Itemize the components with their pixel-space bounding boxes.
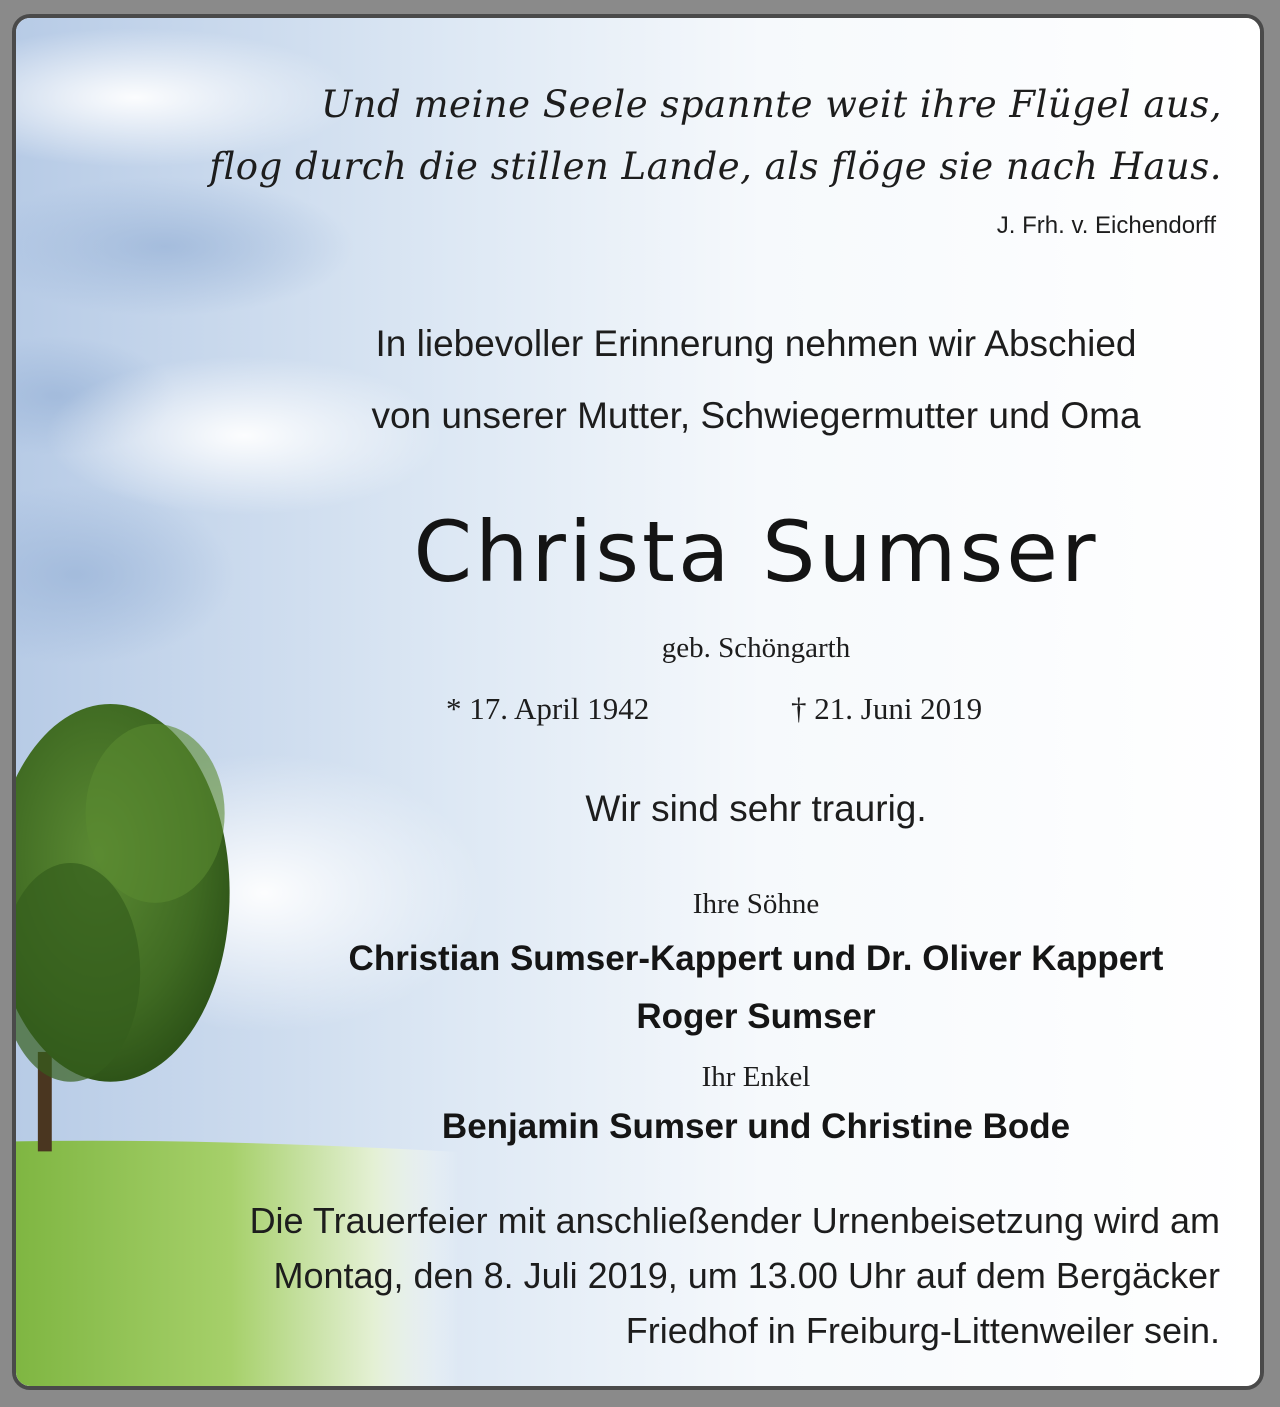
intro-line-1: In liebevoller Erinnerung nehmen wir Abschied xyxy=(375,323,1137,364)
ceremony-line-3: Friedhof in Freiburg-Littenweiler sein. xyxy=(625,1310,1220,1351)
grandson-names xyxy=(276,1098,1236,1156)
sons-name-line-1: Christian Sumser-Kappert und Dr. Oliver Kappert xyxy=(348,939,1164,978)
deceased-name: Christa Sumser xyxy=(413,503,1099,601)
quote-author: J. Frh. v. Eichendorff xyxy=(996,212,1216,239)
obituary-card xyxy=(12,14,1264,1390)
birth-name: geb. Schöngarth xyxy=(661,632,851,664)
ceremony-line-2: Montag, den 8. Juli 2019, um 13.00 Uhr auf dem Bergäcker xyxy=(273,1255,1220,1296)
obituary-text xyxy=(16,18,1260,1386)
grandson-label: Ihr Enkel xyxy=(701,1061,811,1093)
intro-text xyxy=(296,308,1216,452)
quote-line-2: flog durch die stillen Lande, als flöge sie nach Haus. xyxy=(209,145,1222,188)
birth-date: * 17. April 1942 xyxy=(446,691,650,726)
sons-names xyxy=(276,930,1236,1046)
sons-name-line-2: Roger Sumser xyxy=(636,997,876,1036)
grandson-name-line-1: Benjamin Sumser und Christine Bode xyxy=(441,1107,1071,1146)
life-dates xyxy=(446,691,983,727)
intro-line-2: von unserer Mutter, Schwiegermutter und Oma xyxy=(371,395,1141,436)
quote-line-1: Und meine Seele spannte weit ihre Flügel aus, xyxy=(321,83,1222,126)
death-date: † 21. Juni 2019 xyxy=(791,691,983,726)
sentiment-text: Wir sind sehr traurig. xyxy=(585,788,927,829)
poem-quote xyxy=(209,74,1222,198)
ceremony-line-1: Die Trauerfeier mit anschließender Urnenbeisetzung wird am xyxy=(249,1200,1220,1241)
sons-label: Ihre Söhne xyxy=(692,888,820,920)
ceremony-text xyxy=(70,1193,1220,1358)
